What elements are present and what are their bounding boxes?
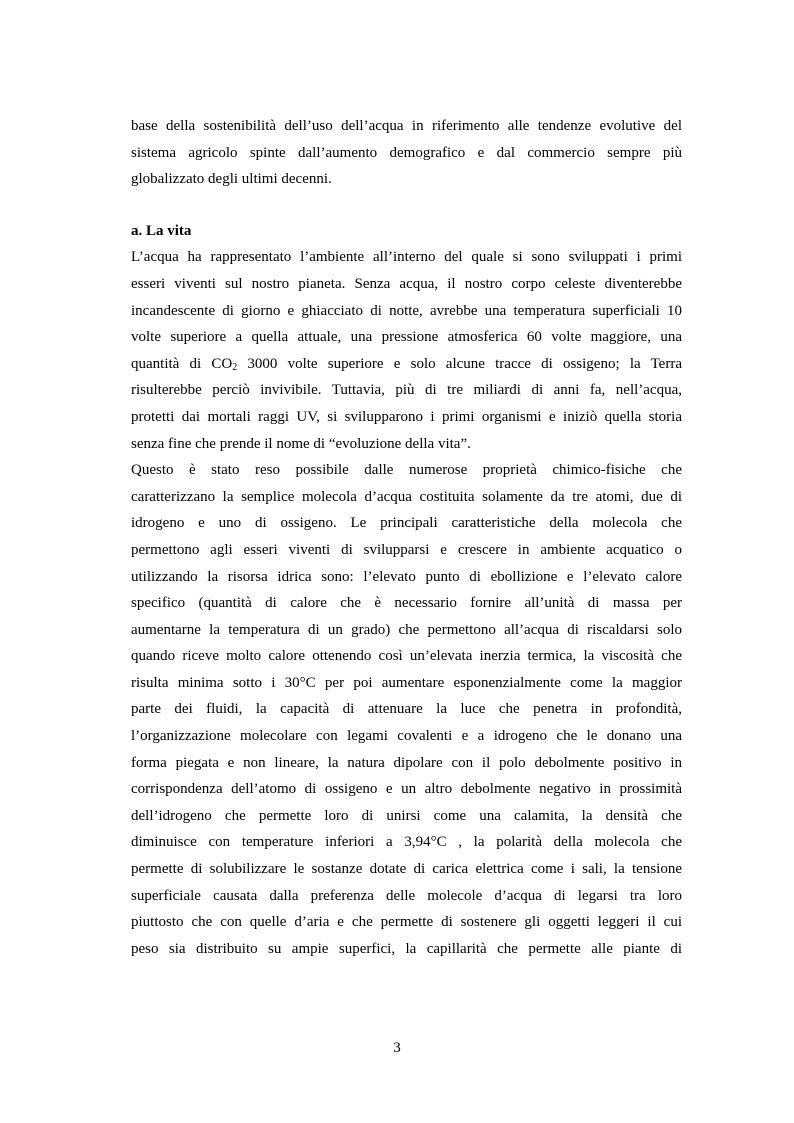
paragraph-life [131,244,682,457]
page-number: 3 [393,1040,401,1056]
text-line: dell’idrogeno che permette loro di unirsi come una calamita, la densità che [131,807,682,824]
text-line: permettono agli esseri viventi di svilupparsi e crescere in ambiente acquatico o [131,541,682,558]
text-line: base della sostenibilità dell’uso dell’acqua in riferimento alle tendenze evolutive del [131,118,682,134]
co2-subscript: 2 [232,361,238,373]
text-line: utilizzando la risorsa idrica sono: l’elevato punto di ebollizione e l’elevato calore [131,568,682,585]
text-line-co2 [131,351,682,378]
text-line: quando riceve molto calore ottenendo così un’elevata inerzia termica, la viscosità che [131,648,682,665]
text-line: diminuisce con temperature inferiori a 3,94°C , la polarità della molecola che [131,834,682,851]
section-heading: a. La vita [131,222,192,239]
co2-after: 3000 volte superiore e solo alcune tracce di ossigeno; la Terra [237,355,682,372]
paragraph-properties [131,457,682,962]
text-line: corrispondenza dell’atomo di ossigeno e un altro debolmente negativo in prossimità [131,781,682,798]
text-line: piuttosto che con quelle d’aria e che permette di sostenere gli oggetti leggeri il cui [131,914,682,931]
text-line: volte superiore a quella attuale, una pressione atmosferica 60 volte maggiore, una [131,329,682,346]
text-line: permette di solubilizzare le sostanze dotate di carica elettrica come i sali, la tensione [131,861,682,878]
text-line: sistema agricolo spinte dall’aumento demografico e dal commercio sempre più [131,144,682,161]
text-line: L’acqua ha rappresentato l’ambiente all’interno del quale si sono sviluppati i primi [131,249,682,266]
text-line: forma piegata e non lineare, la natura dipolare con il polo debolmente positivo in [131,754,682,771]
text-line: risulterebbe perciò invivibile. Tuttavia, più di tre miliardi di anni fa, nell’acqua, [131,382,682,399]
text-line: risulta minima sotto i 30°C per poi aumentare esponenzialmente come la maggior [131,674,682,691]
intro-paragraph [131,113,682,193]
text-line: esseri viventi sul nostro pianeta. Senza acqua, il nostro corpo celeste diventerebbe [131,275,682,292]
text-line: l’organizzazione molecolare con legami covalenti e a idrogeno che le donano una [131,728,682,745]
text-line: Questo è stato reso possibile dalle numerose proprietà chimico-fisiche che [131,462,682,479]
text-line: caratterizzano la semplice molecola d’acqua costituita solamente da tre atomi, due di [131,488,682,505]
spacer [131,193,682,218]
text-line: idrogeno e uno di ossigeno. Le principali caratteristiche della molecola che [131,515,682,532]
text-line: incandescente di giorno e ghiacciato di notte, avrebbe una temperatura superficiali 10 [131,302,682,319]
page-body [131,113,682,962]
co2-before: quantità di CO [131,355,233,372]
text-line: aumentarne la temperatura di un grado) che permettono all’acqua di riscaldarsi solo [131,621,682,638]
text-line: peso sia distribuito su ampie superfici, la capillarità che permette alle piante di [131,940,682,957]
text-line: senza fine che prende il nome di “evoluzione della vita”. [131,435,471,452]
text-line: globalizzato degli ultimi decenni. [131,171,332,188]
text-line: parte dei fluidi, la capacità di attenuare la luce che penetra in profondità, [131,701,682,718]
text-line: protetti dai mortali raggi UV, si svilupparono i primi organismi e iniziò quella storia [131,408,682,425]
text-line: specifico (quantità di calore che è necessario fornire all’unità di massa per [131,595,682,612]
text-line: superficiale causata dalla preferenza delle molecole d’acqua di legarsi tra loro [131,887,682,904]
